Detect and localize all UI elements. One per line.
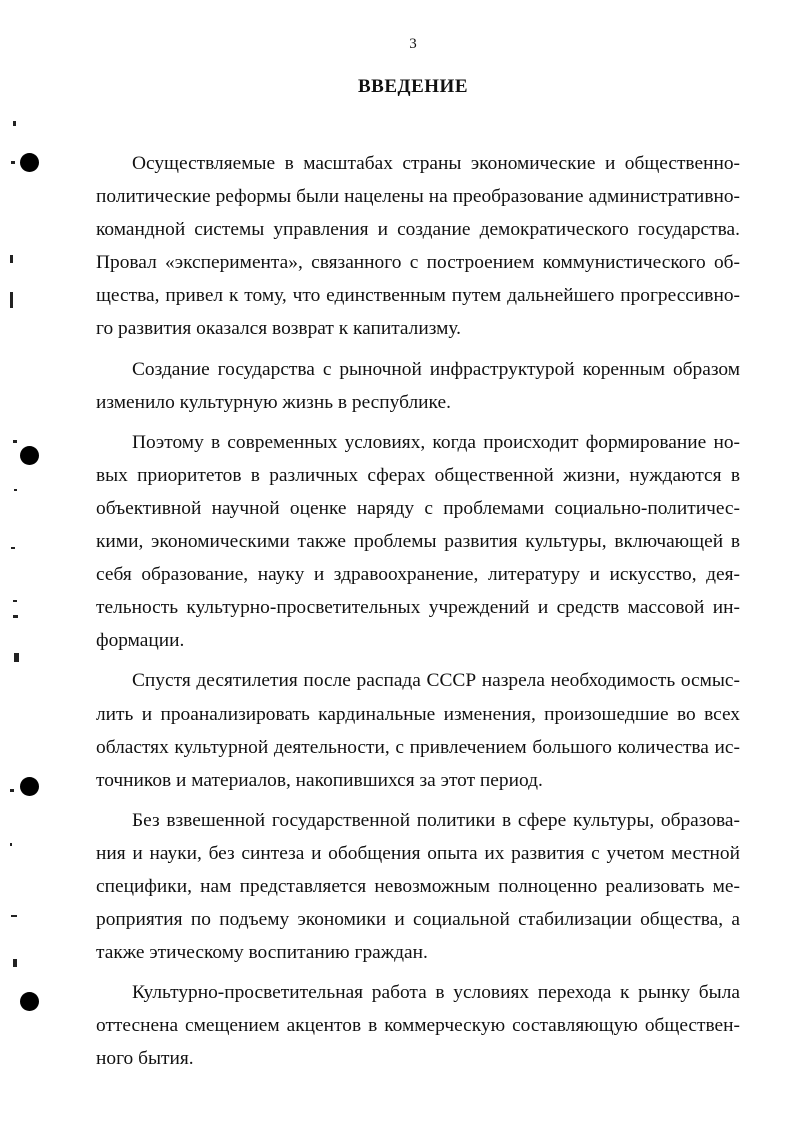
scan-speck: [11, 915, 17, 917]
binding-hole: [20, 992, 39, 1011]
scan-speck: [11, 161, 15, 164]
scan-speck: [10, 789, 14, 792]
scan-speck: [13, 600, 17, 602]
scan-speck: [13, 440, 17, 443]
paragraph-2: Создание государства с рыночной инфраструктурой коренным образом изменило культурную жизнь в республике.: [96, 358, 740, 413]
scan-speck: [10, 255, 13, 263]
scan-speck: [14, 653, 19, 662]
scan-speck: [10, 292, 13, 308]
scan-speck: [13, 959, 17, 967]
paragraph-3: Поэтому в современных условиях, когда происходит формирование новых приоритетов в различных сферах общественной жизни, нуждаются в объективной научной оценке наряду с проблемами социально-политическими, экономическими также проблемы развития культуры, включающей в себя образование, науку и здравоохранение, литературу и искусство, деятельность культурно-просветительных учреждений и средств массовой информации.: [96, 431, 740, 652]
scan-speck: [13, 615, 18, 618]
scan-speck: [13, 121, 16, 126]
binding-hole: [20, 153, 39, 172]
scan-speck: [10, 843, 12, 846]
body-text: [96, 147, 740, 1083]
paragraph-4: Спустя десятилетия после распада СССР назрела необходимость осмыслить и проанализировать кардинальные изменения, произошедшие во всех областях культурной деятельности, с привлечением большого количества источников и материалов, накопившихся за этот период.: [96, 670, 740, 791]
page-title: ВВЕДЕНИЕ: [358, 76, 468, 97]
paragraph-1: Осуществляемые в масштабах страны экономические и общественно-политические реформы были нацелены на преобразование административно-командной системы управления и создание демократического государства. Провал «эксперимента», связанного с построением коммунистического общества, привел к тому, что единственным путем дальнейшего прогрессивного развития оказался возврат к капитализму.: [96, 153, 740, 340]
scan-speck: [14, 489, 17, 491]
paragraph-6: Культурно-просветительная работа в условиях перехода к рынку была оттеснена смещением акцентов в коммерческую составляющую общественного бытия.: [96, 982, 740, 1070]
binding-hole: [20, 777, 39, 796]
binding-hole: [20, 446, 39, 465]
binding-holes-margin: [0, 0, 60, 1130]
page-number: 3: [409, 36, 417, 52]
paragraph-5: Без взвешенной государственной политики в сфере культуры, образования и науки, без синтеза и обобщения опыта их развития с учетом местной специфики, нам представляется невозможным полноценно реализовать мероприятия по подъему экономики и социальной стабилизации общества, а также этическому воспитанию граждан.: [96, 809, 740, 964]
scan-speck: [11, 547, 15, 549]
